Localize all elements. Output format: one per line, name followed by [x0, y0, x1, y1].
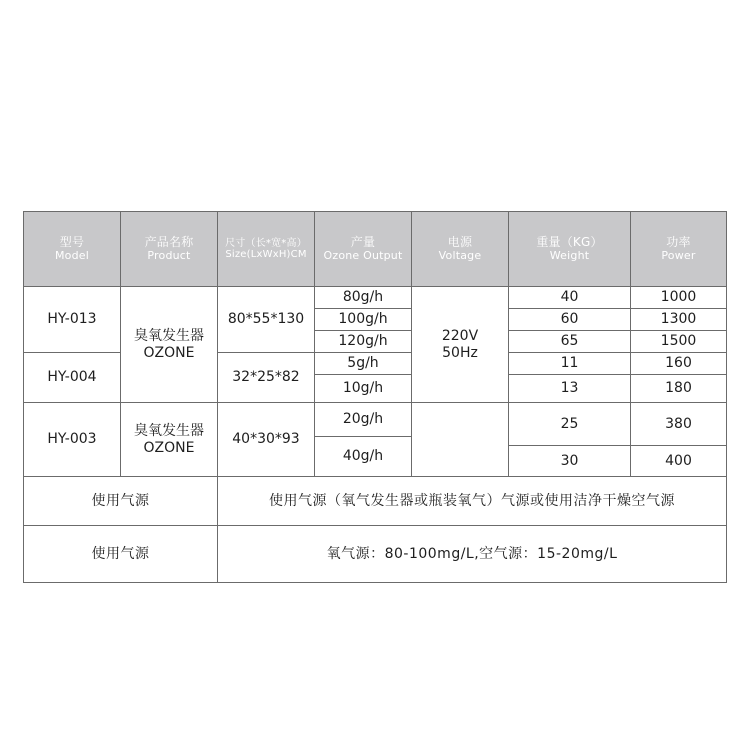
product-name-en: OZONE — [143, 439, 195, 456]
voltage-cell-empty — [411, 402, 509, 477]
header-voltage-zh: 电源 — [447, 234, 473, 249]
output-cell: 120g/h — [314, 330, 412, 353]
size-cell: 40*30*93 — [217, 402, 315, 477]
note-text: 氧气源：80-100mg/L,空气源：15-20mg/L — [217, 525, 727, 583]
power-cell: 1000 — [630, 286, 727, 309]
output-cell: 20g/h — [314, 402, 412, 437]
voltage-value: 220V — [441, 328, 479, 345]
weight-cell: 30 — [508, 445, 631, 477]
weight-cell: 60 — [508, 308, 631, 331]
model-cell: HY-013 — [23, 286, 121, 353]
header-output — [314, 211, 412, 287]
header-model-en: Model — [54, 248, 90, 262]
header-size-zh: 尺寸（长*宽*高） — [225, 237, 307, 249]
product-name-en: OZONE — [143, 344, 195, 361]
power-cell: 1300 — [630, 308, 727, 331]
header-model — [23, 211, 121, 287]
model-cell: HY-004 — [23, 352, 121, 403]
note-label: 使用气源 — [23, 525, 218, 583]
weight-cell: 65 — [508, 330, 631, 353]
weight-cell: 13 — [508, 374, 631, 403]
header-weight-zh: 重量（KG） — [536, 234, 603, 249]
header-voltage-en: Voltage — [438, 248, 482, 262]
note-text: 使用气源（氧气发生器或瓶装氧气）气源或使用洁净干燥空气源 — [217, 476, 727, 526]
power-cell: 160 — [630, 352, 727, 375]
spec-table — [23, 211, 727, 583]
voltage-cell — [411, 286, 509, 403]
product-cell — [120, 402, 218, 477]
header-power-en: Power — [661, 248, 696, 262]
weight-cell: 40 — [508, 286, 631, 309]
power-cell: 380 — [630, 402, 727, 446]
header-power-zh: 功率 — [666, 234, 691, 249]
output-cell: 80g/h — [314, 286, 412, 309]
output-cell: 5g/h — [314, 352, 412, 375]
power-cell: 1500 — [630, 330, 727, 353]
header-product-zh: 产品名称 — [144, 234, 194, 249]
header-product-en: Product — [147, 248, 191, 262]
model-cell: HY-003 — [23, 402, 121, 477]
note-label: 使用气源 — [23, 476, 218, 526]
header-power — [630, 211, 727, 287]
product-name-zh: 臭氧发生器 — [134, 423, 204, 440]
header-size — [217, 211, 315, 287]
output-cell: 10g/h — [314, 374, 412, 403]
power-cell: 400 — [630, 445, 727, 477]
header-output-zh: 产量 — [350, 234, 376, 249]
output-cell: 100g/h — [314, 308, 412, 331]
output-cell: 40g/h — [314, 436, 412, 477]
header-weight-en: Weight — [549, 248, 590, 262]
size-cell: 80*55*130 — [217, 286, 315, 353]
header-model-zh: 型号 — [59, 234, 85, 249]
weight-cell: 11 — [508, 352, 631, 375]
product-cell — [120, 286, 218, 403]
header-output-en: Ozone Output — [323, 248, 403, 262]
header-product — [120, 211, 218, 287]
weight-cell: 25 — [508, 402, 631, 446]
header-size-en: Size(LxWxH)CM — [225, 249, 307, 260]
header-voltage — [411, 211, 509, 287]
header-weight — [508, 211, 631, 287]
product-name-zh: 臭氧发生器 — [134, 328, 204, 345]
frequency-value: 50Hz — [442, 344, 478, 361]
power-cell: 180 — [630, 374, 727, 403]
size-cell: 32*25*82 — [217, 352, 315, 403]
